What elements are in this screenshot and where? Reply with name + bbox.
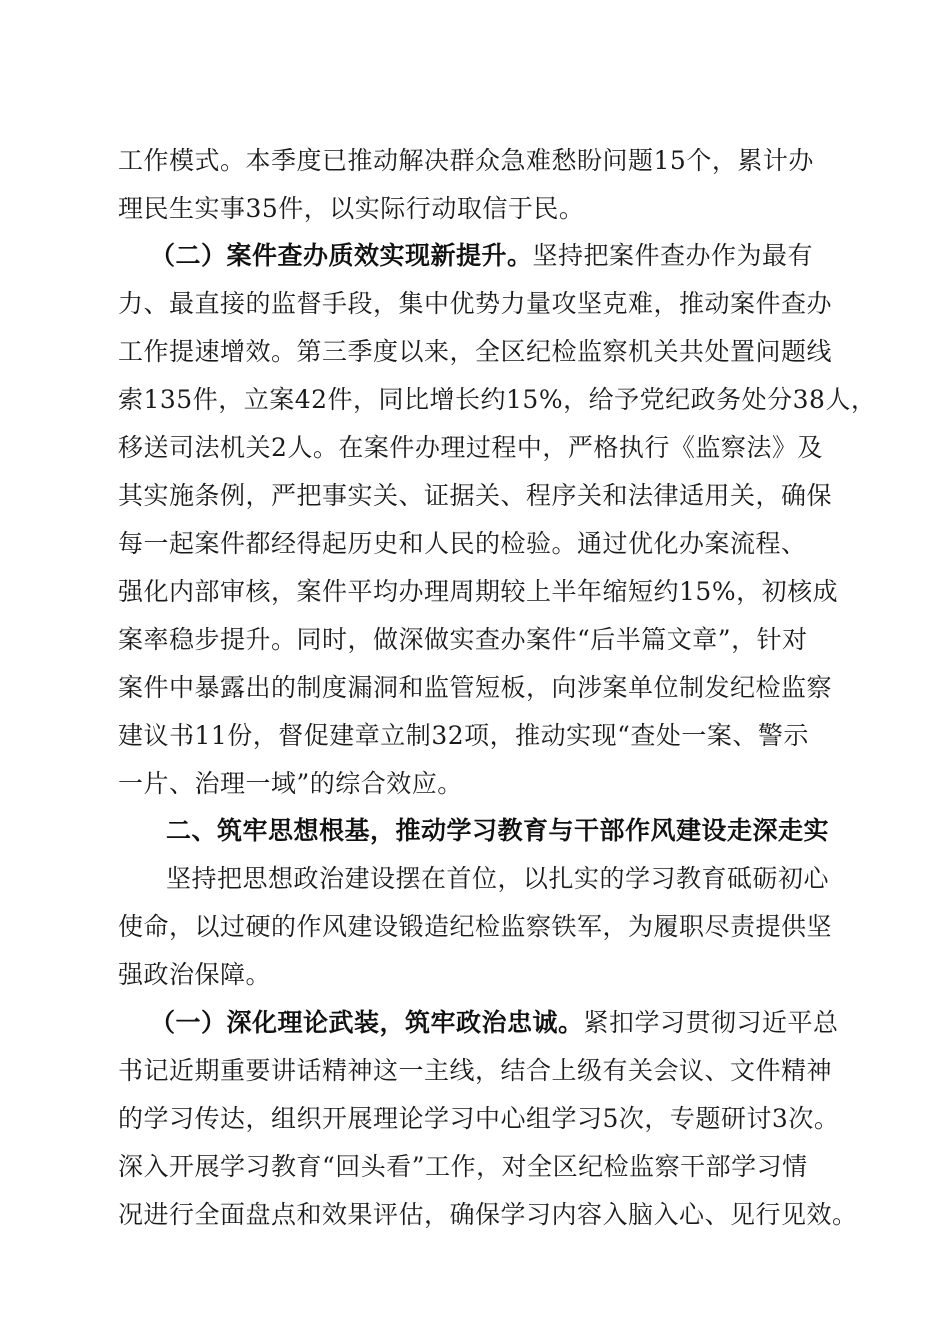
paragraph-line: 每一起案件都经得起历史和人民的检验。通过优化办案流程、 xyxy=(118,529,807,558)
paragraph-line: 使命，以过硬的作风建设锻造纪检监察铁军，为履职尽责提供坚 xyxy=(118,912,833,941)
paragraph-line: 案件中暴露出的制度漏洞和监管短板，向涉案单位制发纪检监察 xyxy=(118,673,833,702)
paragraph-line: 工作提速增效。第三季度以来，全区纪检监察机关共处置问题线 xyxy=(118,337,833,366)
paragraph-line: 索135件，立案42件，同比增长约15%，给予党纪政务处分38人， xyxy=(118,385,877,414)
subsection-first-line xyxy=(150,1007,839,1039)
paragraph-line: 坚持把思想政治建设摆在首位，以扎实的学习教育砥砺初心 xyxy=(166,864,830,893)
paragraph-line: 深入开展学习教育“回头看”工作，对全区纪检监察干部学习情 xyxy=(118,1152,808,1181)
subsection-title: （一）深化理论武装，筑牢政治忠诚。 xyxy=(150,1008,584,1037)
paragraph-line: 移送司法机关2人。在案件办理过程中，严格执行《监察法》及 xyxy=(118,433,823,462)
paragraph-line: 工作模式。本季度已推动解决群众急难愁盼问题15个，累计办 xyxy=(118,146,814,175)
paragraph-text: 紧扣学习贯彻习近平总 xyxy=(583,1008,839,1037)
paragraph-line: 力、最直接的监督手段，集中优势力量攻坚克难，推动案件查办 xyxy=(118,289,833,318)
paragraph-line: 一片、治理一域”的综合效应。 xyxy=(118,769,463,798)
paragraph-line: 理民生实事35件，以实际行动取信于民。 xyxy=(118,194,585,223)
paragraph-line: 强化内部审核，案件平均办理周期较上半年缩短约15%，初核成 xyxy=(118,577,839,606)
paragraph-line: 强政治保障。 xyxy=(118,960,272,989)
section-heading: 二、筑牢思想根基，推动学习教育与干部作风建设走深走实 xyxy=(166,816,830,845)
paragraph-text: 坚持把案件查办作为最有 xyxy=(532,241,814,270)
paragraph-line: 书记近期重要讲话精神这一主线，结合上级有关会议、文件精神 xyxy=(118,1056,833,1085)
subsection-first-line xyxy=(150,240,813,272)
paragraph-line: 其实施条例，严把事实关、证据关、程序关和法律适用关，确保 xyxy=(118,481,833,510)
paragraph-line: 的学习传达，组织开展理论学习中心组学习5次，专题研讨3次。 xyxy=(118,1104,840,1133)
subsection-title: （二）案件查办质效实现新提升。 xyxy=(150,241,533,270)
paragraph-line: 案率稳步提升。同时，做深做实查办案件“后半篇文章”，针对 xyxy=(118,625,808,654)
paragraph-line: 况进行全面盘点和效果评估，确保学习内容入脑入心、见行见效。 xyxy=(118,1200,858,1229)
paragraph-line: 建议书11份，督促建章立制32项，推动实现“查处一案、警示 xyxy=(118,721,809,750)
